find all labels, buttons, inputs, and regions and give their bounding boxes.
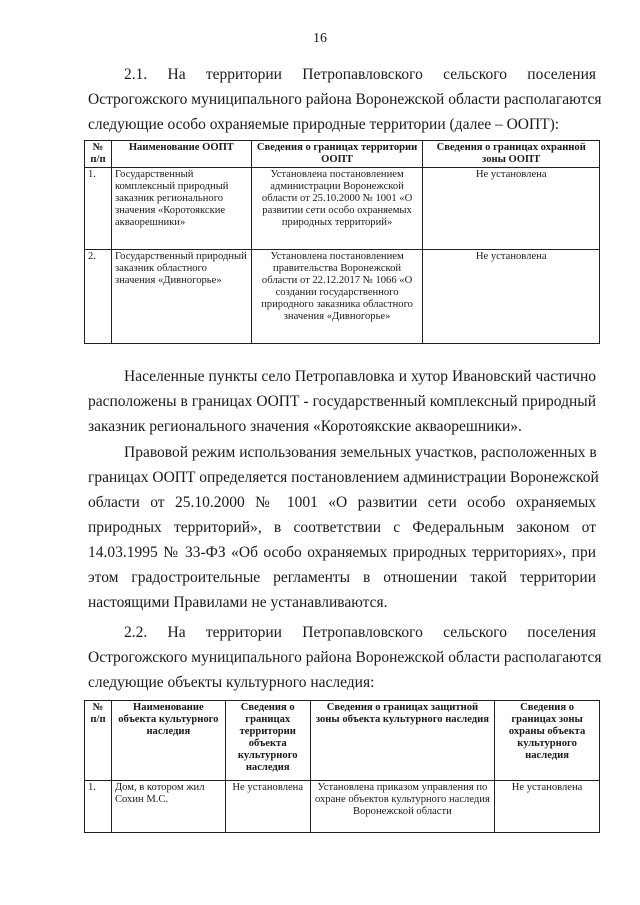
row-number: 1. [85, 781, 112, 833]
text-line: этом градостроительные регламенты в отношении такой территории [88, 569, 596, 586]
heritage-table [84, 700, 600, 833]
text-line: границах ООПТ определяется постановлением администрации Воронежской [88, 469, 599, 486]
oopt-table [84, 140, 600, 344]
text-line: настоящими Правилами не устанавливаются. [88, 594, 388, 611]
paragraph-legal-regime [88, 440, 599, 615]
row-number: 2. [85, 250, 112, 344]
page-number: 16 [313, 31, 327, 46]
header-cell: Сведения о границах зоны охраны объекта культурного наследия [495, 701, 600, 781]
text-line: следующие объекты культурного наследия: [88, 674, 375, 691]
header-cell: № п/п [85, 701, 112, 781]
text-line: расположены в границах ООПТ - государственный комплексный природный [88, 393, 596, 410]
text-line: 2.1. На территории Петропавловского сельского поселения [124, 66, 596, 83]
oopt-zone: Не установлена [423, 250, 600, 344]
oopt-zone: Не установлена [423, 168, 600, 250]
header-cell: Наименование ООПТ [111, 141, 251, 168]
paragraph-settlements [88, 364, 596, 439]
heritage-guard-zone: Не установлена [495, 781, 600, 833]
header-cell: № п/п [85, 141, 112, 168]
oopt-name: Государственный комплексный природный заказник регионального значения «Коротоякские акваорешники» [111, 168, 251, 250]
oopt-borders: Установлена постановлением администрации Воронежской области от 25.10.2000 № 1001 «О развитии сети особо охраняемых природных территорий» [251, 168, 423, 250]
text-line: области от 25.10.2000 № 1001 «О развитии сети особо охраняемых [88, 494, 596, 511]
oopt-borders: Установлена постановлением правительства Воронежской области от 22.12.2017 № 1066 «О создании государственного природного заказника областного значения «Дивногорье» [251, 250, 423, 344]
section-2-2-intro [88, 620, 602, 695]
text-line: Населенные пункты село Петропавловка и хутор Ивановский частично [124, 368, 596, 385]
text-line: природных территорий», в соответствии с Федеральным законом от [88, 519, 596, 536]
header-cell: Сведения о границах защитной зоны объекта культурного наследия [310, 701, 494, 781]
text-line: заказник регионального значения «Коротоякские акваорешники». [88, 418, 522, 435]
table-header-row [85, 701, 600, 781]
table-row [85, 168, 600, 250]
header-cell: Наименование объекта культурного наследия [111, 701, 225, 781]
table-row [85, 781, 600, 833]
heritage-borders: Не установлена [225, 781, 310, 833]
heritage-name: Дом, в котором жил Сохин М.С. [111, 781, 225, 833]
row-number: 1. [85, 168, 112, 250]
text-line: следующие особо охраняемые природные территории (далее – ООПТ): [88, 116, 560, 133]
text-line: Острогожского муниципального района Воронежской области располагаются [88, 91, 602, 108]
table-row [85, 250, 600, 344]
text-line: 2.2. На территории Петропавловского сельского поселения [124, 624, 596, 641]
header-cell: Сведения о границах охранной зоны ООПТ [423, 141, 600, 168]
section-2-1-intro [88, 62, 602, 137]
heritage-protect-zone: Установлена приказом управления по охране объектов культурного наследия Воронежской области [310, 781, 494, 833]
oopt-name: Государственный природный заказник областного значения «Дивногорье» [111, 250, 251, 344]
header-cell: Сведения о границах территории ООПТ [251, 141, 423, 168]
text-line: Острогожского муниципального района Воронежской области располагаются [88, 649, 602, 666]
text-line: 14.03.1995 № 33-ФЗ «Об особо охраняемых природных территориях», при [88, 544, 596, 561]
header-cell: Сведения о границах территории объекта культурного наследия [225, 701, 310, 781]
table-header-row [85, 141, 600, 168]
text-line: Правовой режим использования земельных участков, расположенных в [124, 444, 597, 461]
